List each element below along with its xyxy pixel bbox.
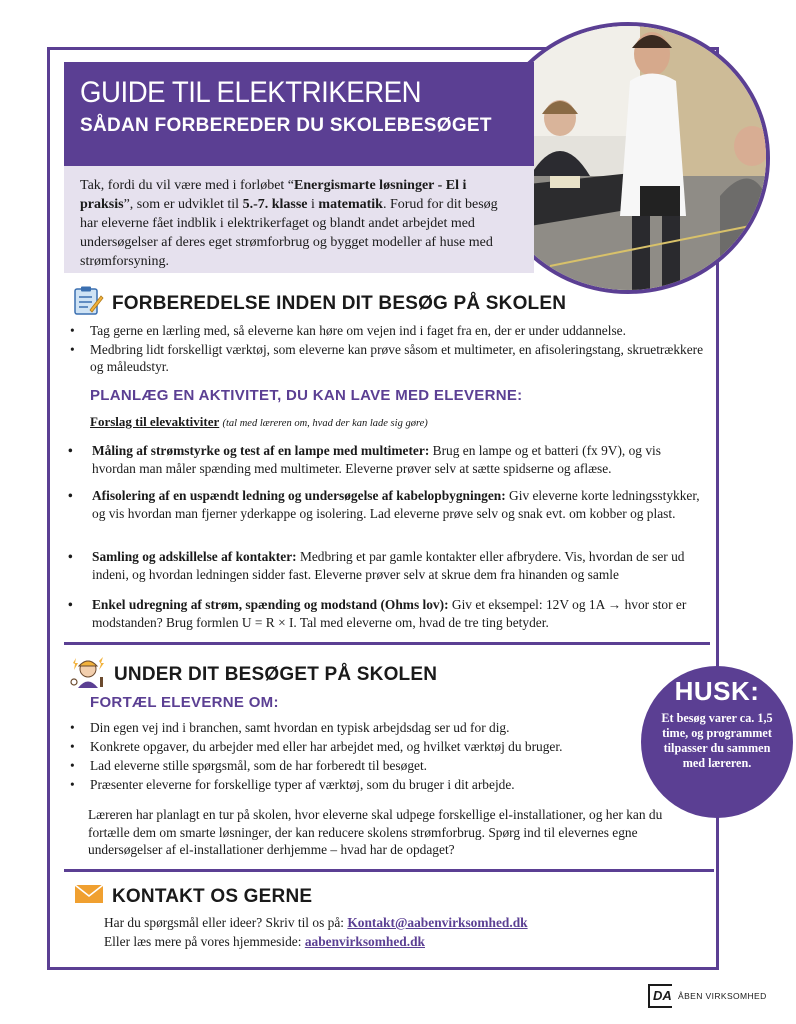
list-item: • Lad eleverne stille spørgsmål, som de har forberedt til besøget.: [64, 757, 644, 774]
visit-heading: [70, 655, 437, 695]
intro-grade: 5.-7. klasse: [242, 197, 308, 212]
activity-note: (tal med læreren om, hvad der kan lade sig gøre): [222, 418, 428, 429]
contact-line-website: [104, 933, 425, 951]
section-divider: [64, 642, 710, 645]
list-item: • Præsenter eleverne for forskellige typer af værktøj, som du bruger i dit arbejde.: [64, 776, 644, 793]
contact-line-email: [104, 914, 528, 932]
page-title: GUIDE TIL ELEKTRIKEREN: [80, 76, 422, 109]
contact-website-label: Eller læs mere på vores hjemmeside:: [104, 934, 305, 949]
list-item: • Tag gerne en lærling med, så eleverne kan høre om vejen ind i faget fra en, der er under uddannelse.: [64, 322, 704, 339]
email-link[interactable]: Kontakt@aabenvirksomhed.dk: [347, 915, 528, 930]
intro-subject: matematik: [318, 197, 383, 212]
intro-course: Energismarte løsninger - El i praksis: [80, 178, 467, 212]
section-divider: [64, 869, 714, 872]
preparation-heading: [72, 286, 566, 322]
activity-item-heading: Enkel udregning af strøm, spænding og modstand (Ohms lov):: [92, 597, 449, 612]
list-item: • Konkrete opgaver, du arbejder med eller har arbejdet med, og hvilket værktøj du bruger.: [64, 738, 644, 755]
list-item: • Medbring lidt forskelligt værktøj, som eleverne kan prøve såsom et multimeter, en afisoleringstang, skruetrækkere og måleudstyr.: [64, 341, 704, 375]
visit-subheading: FORTÆL ELEVERNE OM:: [90, 694, 279, 711]
activity-item-text: Giv eleverne korte ledningsstykker, og vis hvordan man fjerner yderkappe og isolering. Lad eleverne prøve selv og snak evt. om kobber og plast.: [92, 488, 700, 521]
intro-text: [64, 166, 534, 273]
activity-item-3: [68, 548, 708, 583]
activity-item-heading: Afisolering af en uspændt ledning og undersøgelse af kabelopbygningen:: [92, 488, 506, 503]
husk-title: HUSK:: [674, 676, 760, 706]
page-subtitle: SÅDAN FORBEREDER DU SKOLEBESØGET: [80, 115, 492, 136]
intro-part2: ”, som er udviklet til: [123, 197, 243, 212]
list-item: • Din egen vej ind i branchen, samt hvordan en typisk arbejdsdag ser ud for dig.: [64, 719, 644, 736]
preparation-list: [64, 322, 704, 377]
activity-item-4: [68, 596, 708, 631]
intro-part1: Tak, fordi du vil være med i forløbet “: [80, 178, 295, 193]
contact-title: KONTAKT OS GERNE: [112, 886, 313, 907]
electrician-icon: [70, 655, 106, 695]
husk-text: Et besøg varer ca. 1,5 time, og programmet tilpasser du sammen med læreren.: [661, 711, 773, 770]
brand-mark: DA: [648, 984, 672, 1008]
activity-item-text: Medbring et par gamle kontakter eller afbrydere. Vis, hvordan de ser ud indeni, og hvordan ledningen sidder fast. Eleverne prøver selv at skrue dem fra hinanden og samle: [92, 549, 685, 582]
visit-title: UNDER DIT BESØGET PÅ SKOLEN: [114, 664, 438, 685]
activity-item-heading: Måling af strømstyrke og test af en lampe med multimeter:: [92, 443, 430, 458]
contact-email-label: Har du spørgsmål eller ideer? Skriv til os på:: [104, 915, 348, 930]
brand-name: ÅBEN VIRKSOMHED: [678, 991, 767, 1001]
brand-logo: [648, 984, 767, 1008]
activity-item-1: [68, 442, 708, 477]
activity-label-row: [90, 414, 428, 430]
contact-heading: [74, 884, 312, 910]
header-banner: [64, 62, 534, 166]
website-link[interactable]: aabenvirksomhed.dk: [304, 934, 425, 949]
intro-part3: i: [307, 197, 319, 212]
preparation-title: FORBEREDELSE INDEN DIT BESØG PÅ SKOLEN: [112, 293, 567, 314]
activity-item-heading: Samling og adskillelse af kontakter:: [92, 549, 297, 564]
activity-item-text: Giv et eksempel: 12V og 1A → hvor stor er modstanden? Brug formlen U = R × I. Tal med eleverne om, hvad de tre ting betyder.: [92, 597, 687, 630]
visit-list: [64, 719, 644, 795]
activity-item-text: Brug en lampe og et batteri (fx 9V), og vis hvordan man måler spænding med multimeter. Eleverne prøver selv at sætte spidserne og aflæse.: [92, 443, 661, 476]
intro-part4: . Forud for dit besøg har eleverne fået indblik i elektrikerfaget og blandt andet arbejdet med undersøgelser af deres eget strømforbrug og bygget modeller af huse med strømforsyning.: [80, 197, 498, 269]
clipboard-icon: [72, 286, 104, 322]
husk-badge: [641, 666, 793, 818]
envelope-icon: [74, 884, 104, 910]
activity-heading: PLANLÆG EN AKTIVITET, DU KAN LAVE MED ELEVERNE:: [90, 387, 523, 404]
activity-label: Forslag til elevaktiviter: [90, 414, 220, 429]
visit-paragraph: Læreren har planlagt en tur på skolen, hvor eleverne skal udpege forskellige el-installationer, og her kan du fortælle dem om smarte løsninger, der kan reducere skolens strømforbrug. Spørg ind til elevernes egne undersøgelser af el-installationer derhjemme – hvad har de opdaget?: [88, 807, 663, 857]
activity-item-2: [68, 487, 708, 522]
